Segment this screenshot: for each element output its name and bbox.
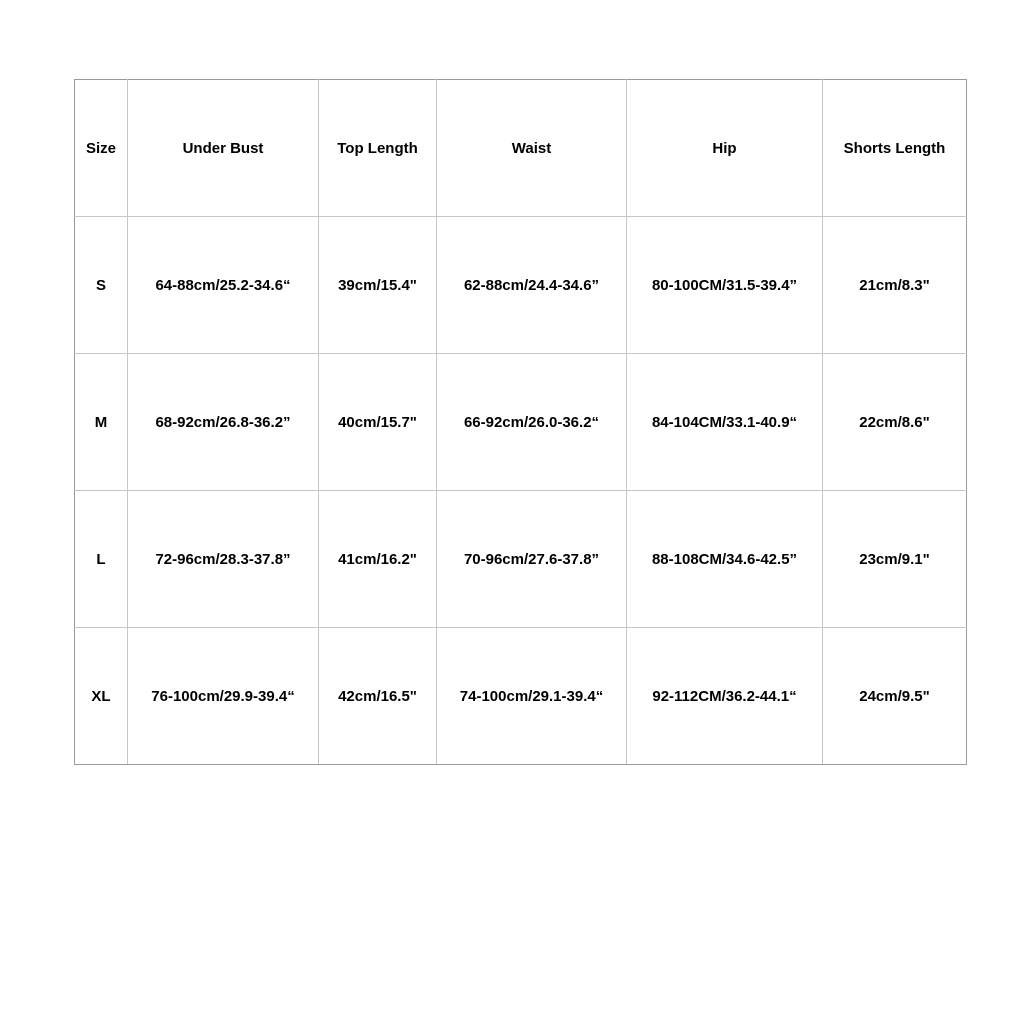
header-size: Size: [75, 80, 128, 217]
size-cell: XL: [75, 628, 128, 765]
header-shorts-length: Shorts Length: [823, 80, 967, 217]
shorts-length-cell: 23cm/9.1": [823, 491, 967, 628]
waist-cell: 62-88cm/24.4-34.6”: [437, 217, 627, 354]
top-length-cell: 41cm/16.2": [319, 491, 437, 628]
top-length-cell: 39cm/15.4": [319, 217, 437, 354]
hip-cell: 80-100CM/31.5-39.4”: [627, 217, 823, 354]
under-bust-cell: 72-96cm/28.3-37.8”: [128, 491, 319, 628]
top-length-cell: 40cm/15.7": [319, 354, 437, 491]
shorts-length-cell: 24cm/9.5": [823, 628, 967, 765]
shorts-length-cell: 22cm/8.6": [823, 354, 967, 491]
under-bust-cell: 76-100cm/29.9-39.4“: [128, 628, 319, 765]
size-cell: M: [75, 354, 128, 491]
size-chart-table: [74, 79, 967, 765]
top-length-cell: 42cm/16.5": [319, 628, 437, 765]
size-cell: L: [75, 491, 128, 628]
waist-cell: 66-92cm/26.0-36.2“: [437, 354, 627, 491]
header-under-bust: Under Bust: [128, 80, 319, 217]
under-bust-cell: 64-88cm/25.2-34.6“: [128, 217, 319, 354]
hip-cell: 88-108CM/34.6-42.5”: [627, 491, 823, 628]
header-row: [75, 80, 967, 217]
waist-cell: 70-96cm/27.6-37.8”: [437, 491, 627, 628]
table-row: [75, 217, 967, 354]
under-bust-cell: 68-92cm/26.8-36.2”: [128, 354, 319, 491]
size-cell: S: [75, 217, 128, 354]
header-waist: Waist: [437, 80, 627, 217]
header-top-length: Top Length: [319, 80, 437, 217]
waist-cell: 74-100cm/29.1-39.4“: [437, 628, 627, 765]
header-hip: Hip: [627, 80, 823, 217]
hip-cell: 84-104CM/33.1-40.9“: [627, 354, 823, 491]
table-row: [75, 354, 967, 491]
hip-cell: 92-112CM/36.2-44.1“: [627, 628, 823, 765]
table-row: [75, 628, 967, 765]
table-row: [75, 491, 967, 628]
shorts-length-cell: 21cm/8.3": [823, 217, 967, 354]
